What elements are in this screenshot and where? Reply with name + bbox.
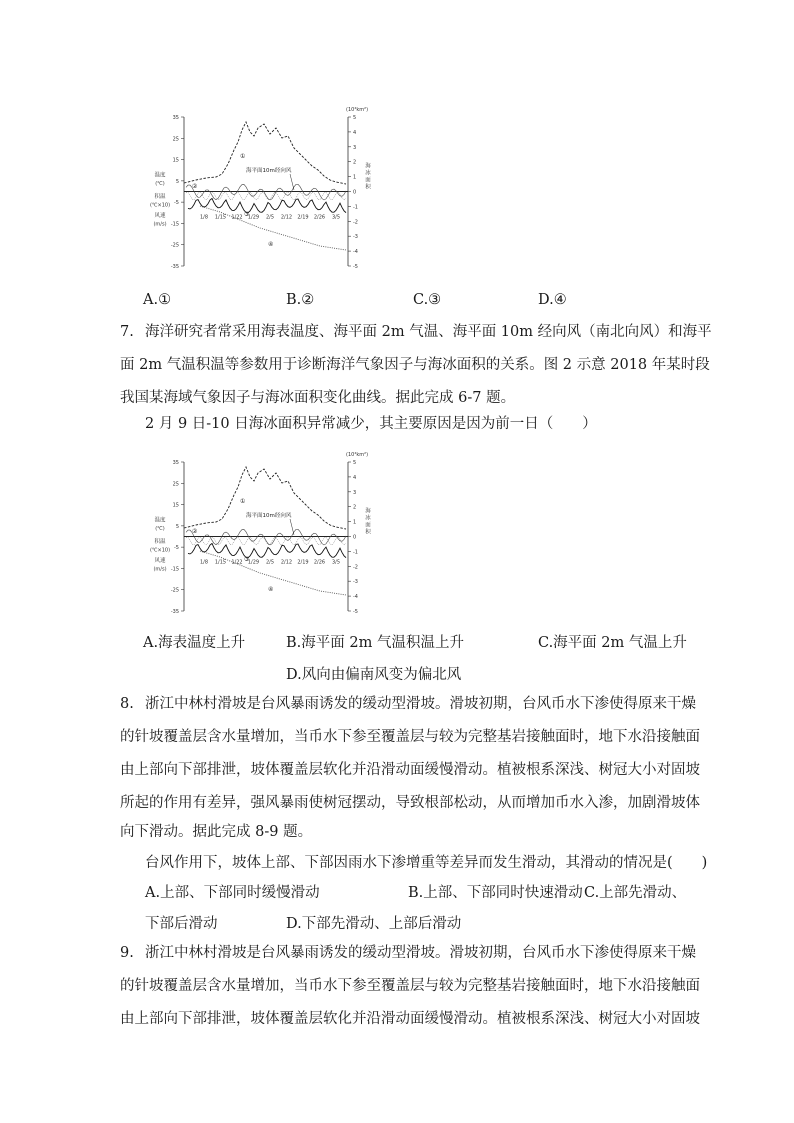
curve-3-accumulated-temp	[188, 198, 346, 212]
axis-label-accum-unit: (℃×10)	[149, 547, 171, 554]
left-tick-label: -15	[170, 566, 179, 573]
curve-label-3: ③	[244, 556, 250, 563]
left-tick-label: 5	[175, 523, 179, 530]
axis-label-temp: 温度	[154, 517, 166, 524]
left-tick-label: -5	[174, 545, 179, 552]
curve-label-1: ①	[240, 498, 246, 505]
axis-label-sea-ice-area: 面	[365, 177, 371, 184]
curve-label-1: ①	[240, 153, 246, 160]
q8-option-c-cont: 下部后滑动	[145, 916, 218, 932]
right-tick-label: -4	[353, 249, 358, 256]
q8-question: 台风作用下，坡体上部、下部因雨水下渗增重等差异而发生滑动，其滑动的情况是( )	[145, 855, 708, 871]
sea-ice-chart-svg	[140, 445, 370, 620]
axis-label-sea-ice-area: 积	[365, 529, 371, 536]
right-tick-label: 0	[353, 189, 357, 196]
curve-label-2: ②	[192, 183, 198, 190]
q9-intro-line-2: 的针坡覆盖层含水量增加，当币水下参至覆盖层与较为完整基岩接触面时，地下水沿接触面	[120, 978, 700, 994]
wind-annotation: 海平面10m经向风	[246, 513, 292, 519]
q6-option-a: A.①	[143, 292, 172, 308]
right-tick-label: -2	[353, 219, 358, 226]
q7-question: 2 月 9 日-10 日海冰面积异常减少，其主要原因是因为前一日（ ）	[145, 416, 597, 432]
axis-label-temp-unit: (℃)	[155, 526, 165, 533]
right-axis-unit: (10⁴km²)	[346, 452, 369, 458]
axis-label-sea-ice-area: 冰	[365, 170, 371, 177]
axis-label-temp: 温度	[154, 172, 166, 179]
q6-option-b: B.②	[286, 292, 315, 308]
right-tick-label: 1	[353, 519, 357, 526]
left-tick-label: 35	[172, 115, 179, 121]
q7-intro-line-2: 面 2m 气温积温等参数用于诊断海洋气象因子与海冰面积的关系。图 2 示意 2018 年某时段	[120, 357, 710, 373]
x-tick-label: 2/26	[313, 214, 326, 221]
right-tick-label: 2	[353, 504, 357, 511]
curve-label-3: ③	[244, 211, 250, 218]
figure-sea-ice-chart-1	[140, 100, 370, 275]
right-tick-label: 5	[353, 460, 357, 466]
right-tick-label: 3	[353, 144, 357, 151]
curve-1-sea-surface-temp	[184, 122, 346, 184]
q7-option-d: D.风向由偏南风变为偏北风	[286, 667, 462, 683]
right-tick-label: -3	[353, 234, 358, 241]
x-tick-label: 1/22	[231, 559, 243, 566]
curve-2-air-temp	[186, 529, 346, 545]
x-tick-label: 1/15	[214, 214, 227, 221]
q7-intro-line-1: 海洋研究者常采用海表温度、海平面 2m 气温、海平面 10m 经向风（南北向风）和海平	[145, 324, 712, 340]
x-tick-label: 2/19	[297, 214, 309, 221]
axis-label-wind: 风速	[154, 213, 166, 220]
left-tick-label: 15	[172, 157, 179, 164]
q8-option-d: D.下部先滑动、上部后滑动	[286, 916, 462, 932]
right-tick-label: -5	[353, 609, 358, 615]
axis-label-wind: 风速	[154, 558, 166, 565]
x-tick-label: 2/12	[280, 559, 293, 566]
q9-number: 9.	[120, 945, 134, 961]
left-tick-label: -35	[170, 609, 179, 615]
axis-label-accum: 积温	[154, 193, 166, 200]
wind-annotation: 海平面10m经向风	[246, 168, 292, 174]
axis-label-wind-unit: (m/s)	[153, 221, 167, 228]
x-tick-label: 3/5	[331, 559, 341, 566]
figure-sea-ice-chart-2	[140, 445, 370, 620]
right-tick-label: 1	[353, 174, 357, 181]
q7-number: 7.	[120, 324, 134, 340]
right-axis-unit: (10⁴km²)	[346, 107, 369, 113]
axis-label-sea-ice-area: 海	[365, 508, 371, 515]
q8-option-b: B.上部、下部同时快速滑动	[408, 885, 583, 901]
right-tick-label: -2	[353, 564, 358, 571]
left-tick-label: -5	[174, 200, 179, 207]
curve-3-accumulated-temp	[188, 543, 346, 557]
q8-intro-line-1: 浙江中林村滑坡是台风暴雨诱发的缓动型滑坡。滑坡初期，台风币水下渗使得原来干燥	[145, 696, 696, 712]
left-tick-label: 5	[175, 178, 179, 185]
left-tick-label: -25	[170, 242, 179, 249]
sea-ice-chart-svg	[140, 100, 370, 275]
right-tick-label: 4	[353, 474, 357, 481]
curve-label-4: ④	[268, 586, 274, 593]
right-tick-label: -1	[353, 204, 358, 211]
axis-label-sea-ice-area: 冰	[365, 515, 371, 522]
curve-2-air-temp	[186, 184, 346, 200]
right-tick-label: -1	[353, 549, 358, 556]
q7-intro-line-3: 我国某海域气象因子与海冰面积变化曲线。据此完成 6-7 题。	[120, 390, 516, 406]
q8-intro-line-4: 所起的作用有差异，强风暴雨使树冠摆动，导致根部松动，从而增加币水入渗，加剧滑坡体	[120, 795, 700, 811]
q6-option-c: C.③	[413, 292, 442, 308]
right-tick-label: 0	[353, 534, 357, 541]
left-tick-label: -25	[170, 587, 179, 594]
right-tick-label: 2	[353, 159, 357, 166]
axis-label-sea-ice-area: 面	[365, 522, 371, 529]
left-tick-label: -35	[170, 264, 179, 270]
left-tick-label: 25	[172, 481, 179, 488]
axis-label-accum: 积温	[154, 538, 166, 545]
q8-option-c: C.上部先滑动、	[584, 885, 687, 901]
x-tick-label: 1/29	[247, 559, 260, 566]
x-tick-label: 1/22	[231, 214, 243, 221]
x-tick-label: 2/19	[297, 559, 309, 566]
q7-option-c: C.海平面 2m 气温上升	[538, 635, 687, 651]
q8-number: 8.	[120, 696, 134, 712]
wind-annotation-leader	[290, 519, 294, 535]
left-tick-label: 15	[172, 502, 179, 509]
q8-option-a: A.上部、下部同时缓慢滑动	[145, 885, 320, 901]
q7-option-a: A.海表温度上升	[143, 635, 246, 651]
left-tick-label: -15	[170, 221, 179, 228]
curve-1-sea-surface-temp	[184, 467, 346, 529]
left-tick-label: 25	[172, 136, 179, 143]
right-tick-label: 5	[353, 115, 357, 121]
q7-option-b: B.海平面 2m 气温积温上升	[286, 635, 464, 651]
x-tick-label: 2/5	[265, 559, 275, 566]
right-tick-label: -5	[353, 264, 358, 270]
right-tick-label: -3	[353, 579, 358, 586]
x-tick-label: 1/8	[199, 214, 209, 221]
right-tick-label: 3	[353, 489, 357, 496]
q8-intro-line-3: 由上部向下部排泄，坡体覆盖层软化并沿滑动面缓慢滑动。植被根系深浅、树冠大小对固坡	[120, 762, 700, 778]
q8-intro-line-5: 向下滑动。据此完成 8-9 题。	[120, 824, 313, 840]
x-tick-label: 1/8	[199, 559, 209, 566]
left-tick-label: 35	[172, 460, 179, 466]
x-tick-label: 2/12	[280, 214, 293, 221]
right-tick-label: 4	[353, 129, 357, 136]
axis-label-sea-ice-area: 积	[365, 184, 371, 191]
x-tick-label: 2/26	[313, 559, 326, 566]
x-tick-label: 2/5	[265, 214, 275, 221]
x-tick-label: 3/5	[331, 214, 341, 221]
axis-label-temp-unit: (℃)	[155, 181, 165, 188]
q9-intro-line-3: 由上部向下部排泄，坡体覆盖层软化并沿滑动面缓慢滑动。植被根系深浅、树冠大小对固坡	[120, 1011, 700, 1027]
x-tick-label: 1/29	[247, 214, 260, 221]
q6-option-d: D.④	[538, 292, 567, 308]
axis-label-wind-unit: (m/s)	[153, 566, 167, 573]
curve-label-2: ②	[192, 528, 198, 535]
x-tick-label: 1/15	[214, 559, 227, 566]
q8-intro-line-2: 的针坡覆盖层含水量增加，当币水下参至覆盖层与较为完整基岩接触面时，地下水沿接触面	[120, 729, 700, 745]
right-tick-label: -4	[353, 594, 358, 601]
axis-label-accum-unit: (℃×10)	[149, 202, 171, 209]
axis-label-sea-ice-area: 海	[365, 163, 371, 170]
curve-label-4: ④	[268, 241, 274, 248]
q9-intro-line-1: 浙江中林村滑坡是台风暴雨诱发的缓动型滑坡。滑坡初期，台风币水下渗使得原来干燥	[145, 945, 696, 961]
wind-annotation-leader	[290, 174, 294, 190]
